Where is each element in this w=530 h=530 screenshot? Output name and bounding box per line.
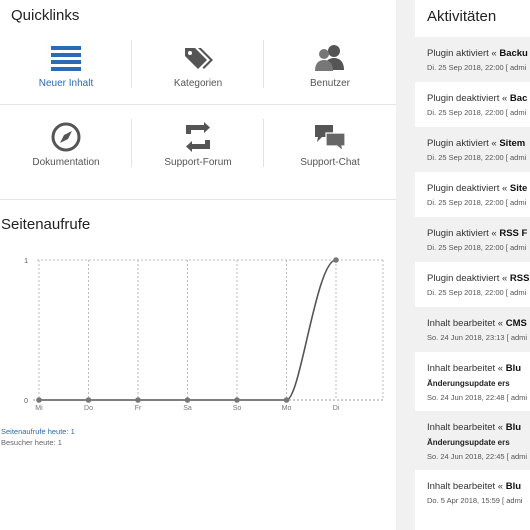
activity-heading [427,362,530,376]
activity-date: Di. 25 Sep 2018, 22:00 [ admi [427,288,527,297]
activity-action: Inhalt bearbeitet « [427,363,506,374]
activity-target[interactable]: Sitem [499,138,526,149]
visitors-today: Besucher heute: 1 [1,438,62,447]
quicklinks-divider [0,199,396,200]
quicklinks-title: Quicklinks [11,7,80,24]
activity-action: Plugin aktiviert « [427,228,500,239]
activity-target-continued: Änderungsupdate ers [427,379,510,388]
activity-item[interactable] [415,172,530,217]
activity-date: So. 24 Jun 2018, 23:13 [ admi [427,333,528,342]
data-point [234,397,240,403]
quicklink-documentation[interactable] [0,117,132,192]
quicklink-label: Benutzer [309,78,351,89]
data-point [36,397,42,403]
activity-date: Di. 25 Sep 2018, 22:00 [ admi [427,153,527,162]
activity-action: Inhalt bearbeitet « [427,422,506,433]
activity-action: Inhalt bearbeitet « [427,318,506,329]
quicklink-new-content[interactable] [0,38,132,113]
x-tick-label: Sa [183,405,192,412]
quicklinks-row-2 [0,117,396,192]
x-tick-label: Mi [35,405,43,412]
activity-target[interactable]: RSS [509,273,530,284]
chat-icon [314,121,346,153]
activity-target[interactable]: Bac [509,93,528,104]
x-tick-label: Di [332,405,340,412]
activity-date: Di. 25 Sep 2018, 22:00 [ admi [427,198,527,207]
quicklink-label: Support-Forum [164,157,232,168]
activity-heading [427,480,530,494]
quicklink-label: Neuer Inhalt [38,78,94,89]
views-today: Seitenaufrufe heute: 1 [1,427,75,436]
activity-date: Di. 25 Sep 2018, 22:00 [ admi [427,108,527,117]
activity-action: Plugin deaktiviert « [427,93,510,104]
quicklink-label: Kategorien [173,78,223,89]
tags-icon [182,42,214,74]
activity-date: So. 24 Jun 2018, 22:45 [ admi [427,452,528,461]
data-point [135,397,141,403]
activity-heading [427,421,530,435]
data-point [333,257,339,263]
views-stats [1,426,75,448]
quicklinks-divider [0,104,396,105]
activity-item[interactable] [415,470,530,515]
activity-action: Inhalt bearbeitet « [427,481,506,492]
activity-date: Do. 5 Apr 2018, 15:59 [ admi [427,496,523,505]
activity-date: Di. 25 Sep 2018, 22:00 [ admi [427,243,527,252]
activity-action: Plugin aktiviert « [427,138,500,149]
activity-target[interactable]: RSS F [499,228,528,239]
activity-action: Plugin deaktiviert « [427,183,510,194]
quicklinks-grid [0,38,396,192]
activity-action: Plugin deaktiviert « [427,273,510,284]
activity-heading [427,92,530,106]
activity-heading [427,317,530,331]
y-tick-label: 0 [24,398,28,405]
activity-heading [427,272,530,286]
data-point [86,397,92,403]
activities-list [415,37,530,515]
page-views-title: Seitenaufrufe [1,216,91,233]
activity-item[interactable] [415,127,530,172]
x-tick-label: Do [84,405,93,412]
activity-date: Di. 25 Sep 2018, 22:00 [ admi [427,63,527,72]
users-icon [314,42,346,74]
page-views-chart [0,245,396,420]
quicklink-categories[interactable] [132,38,264,113]
activity-target[interactable]: Site [509,183,528,194]
x-tick-label: So [232,405,242,412]
activity-heading [427,137,530,151]
quicklink-label: Dokumentation [32,157,100,168]
activity-item[interactable] [415,307,530,352]
activity-heading [427,47,530,61]
activity-heading [427,182,530,196]
quicklinks-row-1 [0,38,396,113]
activity-target-continued: Änderungsupdate ers [427,438,510,447]
quicklink-users[interactable] [264,38,396,113]
activity-target[interactable]: Blu [505,422,522,433]
activities-title: Aktivitäten [427,8,497,25]
activity-action: Plugin aktiviert « [427,48,500,59]
activity-heading [427,227,530,241]
activity-target[interactable]: Blu [505,363,522,374]
quicklink-label: Support-Chat [300,157,360,168]
x-tick-label: Mo [281,405,292,412]
activities-panel [415,0,530,530]
quicklink-support-chat[interactable] [264,117,396,192]
activity-target[interactable]: CMS [505,318,527,329]
data-point [185,397,191,403]
quicklink-support-forum[interactable] [132,117,264,192]
activity-item[interactable] [415,217,530,262]
activity-item[interactable] [415,411,530,470]
activity-item[interactable] [415,262,530,307]
activity-item[interactable] [415,352,530,411]
data-point [284,397,290,403]
activity-item[interactable] [415,82,530,127]
activity-target[interactable]: Backu [499,48,528,59]
activity-item[interactable] [415,37,530,82]
activity-date: So. 24 Jun 2018, 22:48 [ admi [427,393,528,402]
line-chart [0,245,396,420]
activity-target[interactable]: Blu [505,481,522,492]
compass-icon [50,121,82,153]
refresh-icon [182,121,214,153]
x-tick-label: Fr [134,405,142,412]
y-tick-label: 1 [24,258,28,265]
list-icon [50,42,82,74]
